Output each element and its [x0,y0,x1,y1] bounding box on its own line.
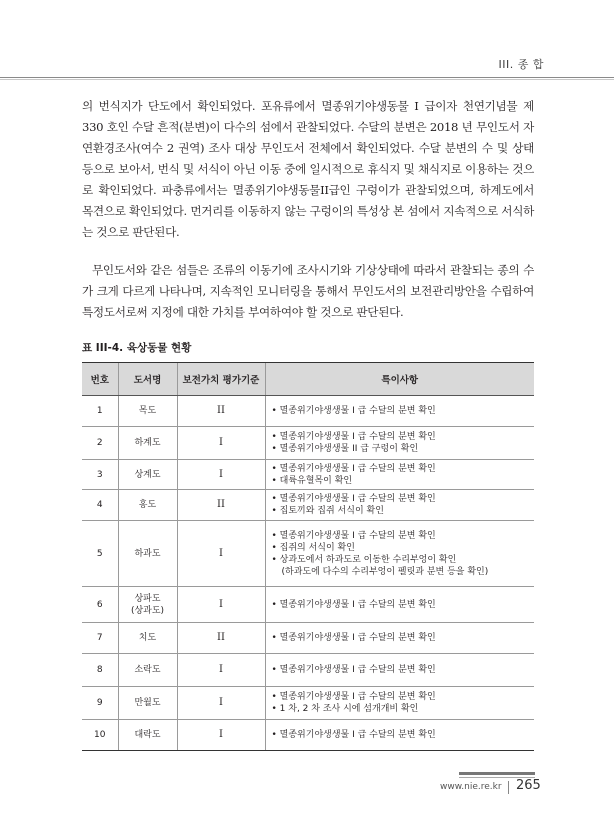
cell-note [265,427,534,460]
cell-no: 9 [82,687,118,720]
cell-island-name: 하계도 [118,427,177,460]
note-item: • 멸종위기야생생물 I 급 수달의 분변 확인 [271,633,436,643]
cell-note [265,687,534,720]
cell-island-name: 목도 [118,396,177,427]
cell-note [265,587,534,623]
cell-island-name: 대락도 [118,720,177,751]
cell-grade: I [177,654,265,687]
note-item: • 멸종위기야생생물 I 급 수달의 분변 확인 [271,406,436,416]
footer-url: www.nie.re.kr [440,782,502,792]
cell-grade: I [177,521,265,587]
paragraph-2: 무인도서와 같은 섬들은 조류의 이동기에 조사시기와 기상상태에 따라서 관찰되는 종의 수가 크게 다르게 나타나며, 지속적인 모니터링을 통해서 무인도서의 보전관리방안을 수립하여 특정도서로써 지정에 대한 가치를 부여하여야 할 것으로 판단된다. [82,263,534,319]
cell-island-name: 상계도 [118,460,177,490]
footer-rule [459,772,535,775]
note-item: • 집토끼와 집쥐 서식이 확인 [271,506,384,516]
header-no: 번호 [82,363,118,396]
cell-island-name: 상파도 (상과도) [118,587,177,623]
cell-grade: I [177,720,265,751]
cell-note [265,720,534,751]
table-row [82,490,534,521]
header-rule-thin [0,79,614,80]
paragraph-1: 의 번식지가 단도에서 확인되었다. 포유류에서 멸종위기야생동물 I 급이자 천연기념물 제 330 호인 수달 흔적(분변)이 다수의 섬에서 관찰되었다. 수달의 분변은 2018 년 무인도서 자연환경조사(여수 2 권역) 조사 대상 무인도서 전체에서 확인되었다. 수달 분변의 수 및 상태 등으로 보아서, 번식 및 서식이 아닌 이동 중에 일시적으로 휴식지 및 채식지로 이용하는 것으로 확인되었다. 파충류에서는 멸종위기야생동물II급인 구렁이가 관찰되었으며, 하계도에서 목견으로 확인되었다. 먼거리를 이동하지 않는 구렁이의 특성상 본 섬에서 지속적으로 서식하는 것으로 판단된다. [82,99,534,239]
note-item: • 멸종위기야생생물 I 급 수달의 분변 확인 [271,599,436,610]
cell-grade: I [177,460,265,490]
cell-no: 8 [82,654,118,687]
table-row [82,427,534,460]
table-row [82,460,534,490]
cell-no: 10 [82,720,118,751]
page-number: 265 [516,778,541,793]
note-item: • 멸종위기야생생물 I 급 수달의 분변 확인 [271,530,436,541]
cell-island-name: 소락도 [118,654,177,687]
table-caption: 표 III-4. 육상동물 현황 [82,342,192,354]
note-item: • 멸종위기야생생물 II 급 구렁이 확인 [271,444,419,454]
cell-grade: II [177,623,265,654]
cell-grade: I [177,687,265,720]
note-item: (하과도에 다수의 수리부엉이 펠릿과 분변 등을 확인) [281,566,489,577]
note-item: • 멸종위기야생생물 I 급 수달의 분변 확인 [271,665,436,675]
cell-island-name: 홍도 [118,490,177,521]
cell-island-name: 만월도 [118,687,177,720]
cell-island-name: 하과도 [118,521,177,587]
header-note: 특이사항 [265,363,534,396]
cell-note [265,460,534,490]
cell-no: 3 [82,460,118,490]
note-item: • 1 차, 2 차 조사 시에 섬개개비 확인 [271,704,419,714]
cell-no: 6 [82,587,118,623]
note-item: • 멸종위기야생생물 I 급 수달의 분변 확인 [271,730,436,740]
table-row [82,687,534,720]
cell-note [265,623,534,654]
table-row [82,521,534,587]
note-item: • 집쥐의 서식이 확인 [271,542,355,553]
cell-grade: II [177,396,265,427]
header-grade: 보전가치 평가기준 [177,363,265,396]
note-item: • 멸종위기야생생물 I 급 수달의 분변 확인 [271,463,436,474]
header-name: 도서명 [118,363,177,396]
cell-no: 2 [82,427,118,460]
note-item: • 멸종위기야생생물 I 급 수달의 분변 확인 [271,494,436,504]
land-animal-table [82,362,534,751]
note-item: • 상과도에서 하과도로 이동한 수리부엉이 확인 [271,554,457,565]
footer-separator [508,781,509,794]
table-row [82,587,534,623]
cell-note [265,521,534,587]
header-rule [0,77,614,78]
note-item: • 멸종위기야생생물 I 급 수달의 분변 확인 [271,432,436,442]
cell-note [265,654,534,687]
cell-no: 4 [82,490,118,521]
table-row [82,396,534,427]
table-row [82,623,534,654]
cell-grade: II [177,490,265,521]
cell-island-name: 치도 [118,623,177,654]
cell-grade: I [177,427,265,460]
table-row [82,654,534,687]
cell-grade: I [177,587,265,623]
table-header-row [82,363,534,396]
note-item: • 멸종위기야생생물 I 급 수달의 분변 확인 [271,692,436,702]
note-item: • 대륙유혈목이 확인 [271,475,353,486]
cell-note [265,396,534,427]
cell-no: 5 [82,521,118,587]
table-row [82,720,534,751]
cell-no: 1 [82,396,118,427]
section-title: III. 종 합 [498,58,544,71]
cell-note [265,490,534,521]
cell-no: 7 [82,623,118,654]
